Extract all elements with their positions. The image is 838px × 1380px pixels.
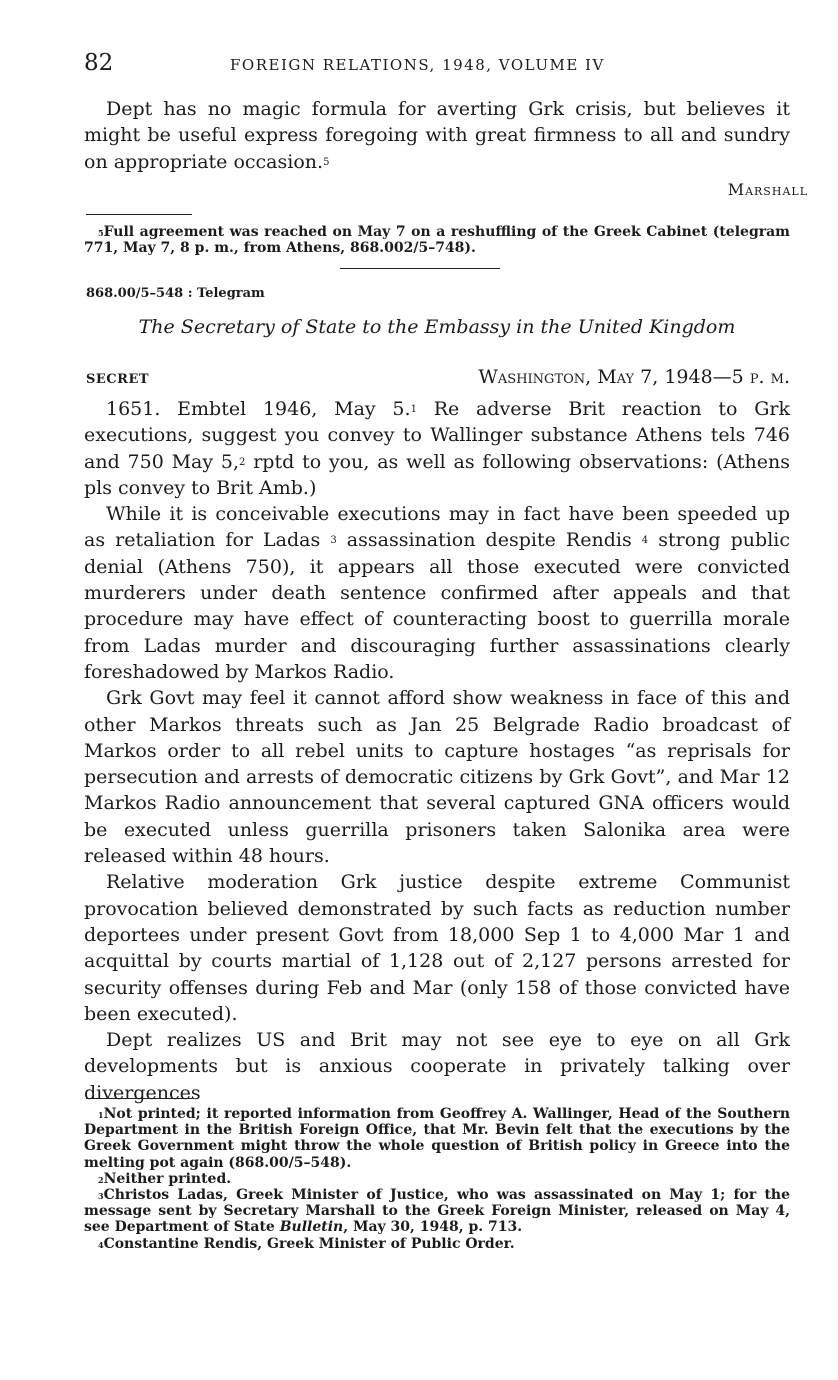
- paragraph-2: While it is conceivable executions may in fact have been speeded up as retaliation for Ladas $^3$ assassination despite Rendis $^4$ strong public denial (Athens 750), it appears all those executed were convicted murderers under death sentence confirmed after appeals and that procedure may have effect of counteracting boost to guerrilla morale from Ladas murder and discouraging further assassinations clearly foreshadowed by Markos Radio.: [84, 503, 790, 683]
- classification: SECRET: [86, 372, 150, 387]
- footnotes-rule: [86, 1098, 192, 1099]
- footnote-2: $^2$Neither printed.: [98, 1170, 232, 1187]
- page-header: [84, 50, 790, 82]
- separator-rule: [340, 268, 500, 269]
- footnote-5: $^5$Full agreement was reached on May 7 on a reshuffling of the Greek Cabinet (telegram 771, May 7, 8 p. m., from Athens, 868.002/5–748).: [84, 224, 790, 257]
- footnote-3: $^3$Christos Ladas, Greek Minister of Justice, who was assassinated on May 1; for the message sent by Secretary Marshall to the Greek Foreign Minister, released on May 4, see Department of State Bulletin, May 30, 1948, p. 713.: [84, 1187, 790, 1236]
- paragraph-3: Grk Govt may feel it cannot afford show weakness in face of this and other Markos threats such as Jan 25 Belgrade Radio broadcast of Markos order to all rebel units to capture hostages “as reprisals for persecution and arrests of democratic citizens by Grk Govt”, and Mar 12 Markos Radio announcement that several captured GNA officers would be executed unless guerrilla prisoners taken Salonika area were released within 48 hours.: [84, 687, 790, 868]
- footnote-rule: [86, 214, 192, 215]
- footnote-4: $^4$Constantine Rendis, Greek Minister of Public Order.: [98, 1235, 515, 1252]
- intro-block: [84, 96, 790, 175]
- dateline: Washington, May 7, 1948—5 p. m.: [478, 366, 790, 388]
- paragraph-4: Relative moderation Grk justice despite extreme Communist provocation believed demonstrated by such facts as reduction number deportees under present Govt from 18,000 Sep 1 to 4,000 Mar 1 and acquittal by courts martial of 1,128 out of 2,127 persons arrested for security offenses during Feb and Mar (only 158 of those convicted have been executed).: [84, 871, 790, 1025]
- intro-paragraph: Dept has no magic formula for averting Grk crisis, but believes it might be useful express foregoing with great firmness to all and sundry on appropriate occasion.$^5$: [84, 98, 790, 173]
- page-number: 82: [84, 50, 114, 76]
- footnote-1: $^1$Not printed; it reported information from Geoffrey A. Wallinger, Head of the Southern Department in the British Foreign Office, that Mr. Bevin felt that the executions by the Greek Government might throw the whole question of British policy in Greece into the melting pot again (868.00/5–548).: [84, 1106, 790, 1171]
- footnote-5-block: [84, 224, 790, 256]
- paragraph-1: 1651. Embtel 1946, May 5.$^1$ Re adverse Brit reaction to Grk executions, suggest you convey to Wallinger substance Athens tels 746 and 750 May 5,$^2$ rptd to you, as well as following observations: (Athens pls convey to Brit Amb.): [84, 398, 791, 499]
- running-head: FOREIGN RELATIONS, 1948, VOLUME IV: [230, 56, 605, 74]
- signature: Marshall: [727, 180, 808, 199]
- footnotes-block: [84, 1106, 790, 1252]
- paragraph-5: Dept realizes US and Brit may not see eye to eye on all Grk developments but is anxious cooperate in privately talking over divergences: [84, 1029, 790, 1104]
- telegram-body: [84, 396, 790, 1106]
- footnote-ref: 5: [323, 156, 330, 168]
- document-title: The Secretary of State to the Embassy in the United Kingdom: [138, 316, 736, 338]
- file-reference: 868.00/5–548 : Telegram: [86, 286, 265, 301]
